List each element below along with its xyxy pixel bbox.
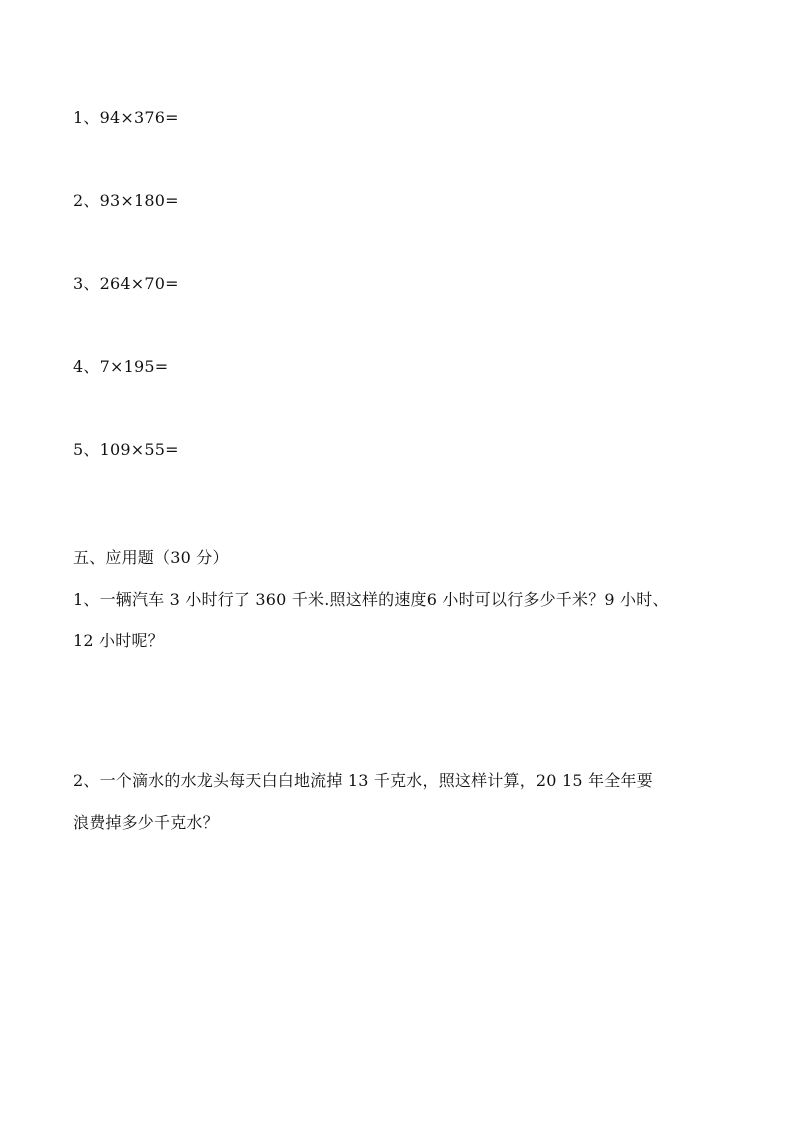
- section-title: 五、应用题（30 分）: [73, 548, 229, 567]
- question-1-line-2: 12 小时呢？: [73, 631, 164, 650]
- calculation-item-1: 1、94×376=: [73, 108, 179, 127]
- calculation-item-2: 2、93×180=: [73, 191, 179, 210]
- question-1-line-1: 1、一辆汽车 3 小时行了 360 千米.照这样的速度6 小时可以行多少千米？9 小时、: [73, 590, 669, 609]
- question-2-line-1: 2、一个滴水的水龙头每天白白地流掉 13 千克水，照这样计算，20 15 年全年要: [73, 771, 653, 790]
- calculation-item-5: 5、109×55=: [73, 440, 179, 459]
- calculation-item-4: 4、7×195=: [73, 357, 169, 376]
- calculation-item-3: 3、264×70=: [73, 274, 179, 293]
- question-2-line-2: 浪费掉多少千克水？: [73, 813, 219, 832]
